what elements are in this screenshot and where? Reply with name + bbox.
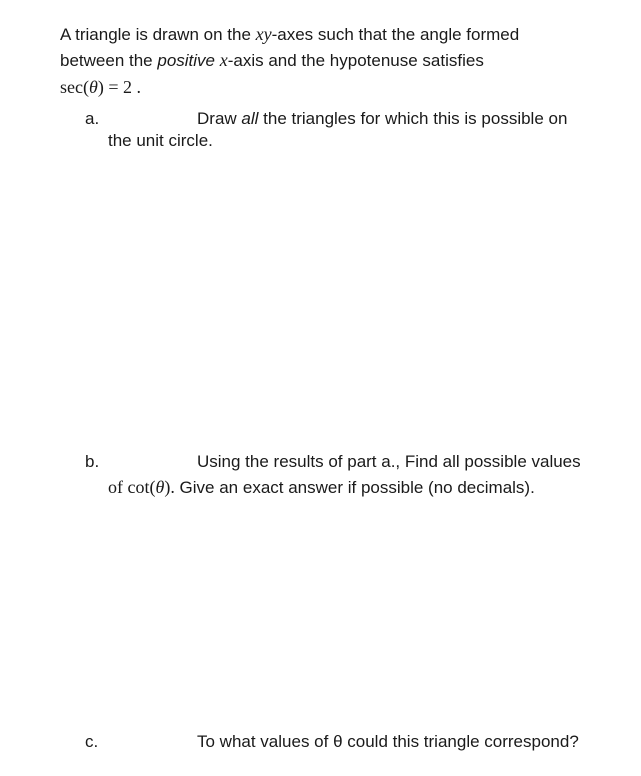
intro-var-x: x xyxy=(219,50,228,70)
part-a-line-2: the unit circle. xyxy=(108,131,213,150)
intro-equation xyxy=(60,74,141,100)
part-c-text: To what values of θ could this triangle correspond? xyxy=(197,732,579,751)
intro-var-xy: xy xyxy=(255,24,272,44)
part-a-label: a. xyxy=(85,109,100,128)
part-b-after: Give an exact answer if possible (no decimals). xyxy=(174,478,535,497)
part-a-all: all xyxy=(241,109,259,128)
intro-line-1-after: -axes such that the angle formed xyxy=(271,25,520,44)
part-a-before: Draw xyxy=(197,109,242,128)
intro-line-2 xyxy=(60,47,484,74)
intro-line-2-after: -axis and the hypotenuse satisfies xyxy=(227,51,484,70)
intro-line-1-before: A triangle is drawn on the xyxy=(60,25,256,44)
intro-line-2-before: between the xyxy=(60,51,158,70)
part-a-line-1 xyxy=(197,106,567,132)
part-a-after: the triangles for which this is possible on xyxy=(258,109,568,128)
part-c-label: c. xyxy=(85,732,99,751)
part-b-of: of xyxy=(108,477,128,497)
part-b-line-2 xyxy=(108,474,535,501)
part-b-label: b. xyxy=(85,452,100,471)
intro-positive: positive xyxy=(157,51,215,70)
equation-theta: θ xyxy=(88,77,98,97)
part-b-func: cot( xyxy=(127,477,156,497)
intro-line-1 xyxy=(60,21,519,48)
part-b-line-1: Using the results of part a., Find all possible values xyxy=(197,452,581,471)
part-b-theta: θ xyxy=(155,477,165,497)
equation-close: ) = 2 . xyxy=(97,77,141,97)
equation-func: sec( xyxy=(60,77,89,97)
part-b-close: ). xyxy=(164,477,175,497)
